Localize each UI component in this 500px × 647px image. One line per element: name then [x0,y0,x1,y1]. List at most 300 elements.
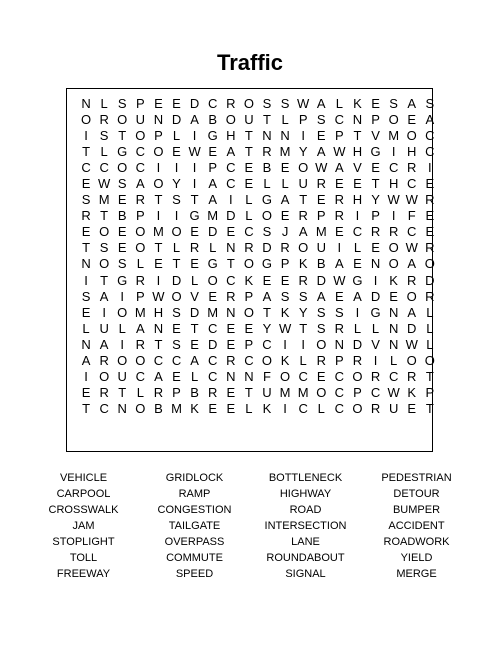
grid-letter: T [100,208,109,224]
grid-letter: C [425,128,435,144]
grid-letter: A [316,144,326,160]
grid-letter: E [172,368,181,384]
grid-letter: M [315,224,327,240]
grid-letter: O [153,176,164,192]
grid-letter: O [135,240,146,256]
grid-letter: P [208,160,218,176]
grid-letter: P [353,384,362,400]
grid-letter: L [353,320,362,336]
grid-letter: R [208,384,218,400]
grid-letter: K [280,304,290,320]
grid-letter: A [99,288,109,304]
grid-letter: N [388,320,399,336]
grid-letter: I [174,208,179,224]
grid-letter: T [263,304,271,320]
grid-letter: I [156,272,161,288]
grid-letter: N [81,96,91,111]
grid-letter: W [333,272,346,288]
grid-letter: E [371,96,380,111]
grid-letter: L [390,352,398,368]
grid-letter: C [407,224,417,240]
grid-letter: I [301,128,305,144]
grid-letter: I [120,336,125,352]
grid-letter: O [316,336,327,352]
grid-letter: Y [298,304,308,320]
grid-letter: N [153,320,164,336]
word-bank-item: ACCIDENT [388,520,445,532]
grid-letter: O [280,368,291,384]
grid-letter: A [407,304,417,320]
grid-letter: C [352,224,363,240]
grid-letter: B [262,160,272,176]
grid-letter: O [225,112,236,128]
grid-letter: B [190,384,199,400]
grid-letter: W [387,384,400,400]
grid-letter: L [263,176,271,192]
grid-letter: A [298,224,308,240]
grid-letter: T [244,144,253,160]
word-bank-item: INTERSECTION [264,520,347,532]
grid-letter: C [244,224,254,240]
grid-letter: B [316,256,326,272]
grid-letter: T [263,112,271,128]
grid-letter: E [117,240,127,256]
grid-letter: E [117,192,127,208]
grid-letter: P [135,288,145,304]
grid-letter: T [172,256,181,272]
grid-letter: E [316,192,326,208]
grid-letter: C [153,352,164,368]
grid-letter: E [280,272,290,288]
grid-letter: R [99,352,109,368]
grid-letter: P [316,208,326,224]
grid-letter: H [352,144,363,160]
grid-letter: C [135,368,146,384]
grid-letter: G [261,192,273,208]
grid-letter: M [98,192,110,208]
grid-letter: N [280,128,290,144]
grid-letter: P [335,352,344,368]
grid-letter: L [353,240,362,256]
grid-letter: A [280,192,290,208]
grid-letter: O [171,288,182,304]
grid-letter: P [298,112,308,128]
grid-letter: S [172,192,181,208]
grid-letter: D [262,240,272,256]
grid-letter: S [117,256,127,272]
grid-letter: K [407,384,417,400]
grid-letter: S [81,192,91,208]
grid-letter: T [118,384,127,400]
grid-letter: D [171,112,182,128]
grid-letter: R [99,384,109,400]
grid-letter: M [279,144,291,160]
grid-letter: H [226,128,236,144]
grid-letter: I [120,288,125,304]
grid-letter: T [100,272,109,288]
grid-letter: D [208,224,218,240]
grid-letter: C [208,320,218,336]
grid-letter: A [154,368,163,384]
grid-letter: L [100,144,108,160]
grid-letter: I [283,336,287,352]
grid-letter: U [388,400,399,416]
grid-letter: S [335,304,344,320]
grid-letter: C [334,384,345,400]
grid-letter: U [316,240,326,256]
grid-letter: P [371,208,380,224]
grid-letter: C [99,400,109,416]
grid-letter: D [370,288,381,304]
grid-letter: C [334,400,345,416]
word-bank-item: GRIDLOCK [165,472,224,484]
grid-letter: G [207,256,218,272]
grid-letter: R [316,352,326,368]
grid-letter: E [172,144,181,160]
grid-letter: W [315,160,328,176]
grid-letter: I [373,272,378,288]
grid-letter: R [298,272,308,288]
grid-letter: E [335,176,344,192]
word-bank-item: ROAD [289,504,322,516]
grid-letter: N [153,112,164,128]
grid-letter: D [171,272,182,288]
grid-letter: E [226,384,236,400]
grid-letter: A [81,352,91,368]
grid-letter: L [245,192,253,208]
word-bank-item: CONGESTION [157,504,232,516]
grid-letter: S [172,304,181,320]
grid-letter: I [156,160,161,176]
grid-letter: R [135,336,146,352]
grid-letter: D [189,96,200,111]
grid-letter: C [244,352,254,368]
grid-letter: M [153,224,164,240]
grid-letter: I [391,208,396,224]
grid-letter: O [99,224,110,240]
grid-letter: L [100,96,108,111]
grid-letter: N [226,368,236,384]
grid-letter: G [352,272,363,288]
grid-letter: H [407,144,417,160]
grid-letter: C [226,160,236,176]
grid-letter: E [371,240,380,256]
grid-letter: C [208,368,218,384]
grid-letter: O [388,240,399,256]
grid-letter: E [335,224,344,240]
grid-letter: E [226,336,236,352]
grid-letter: O [316,384,327,400]
grid-letter: O [243,96,254,111]
grid-letter: D [226,208,236,224]
grid-letter: N [352,112,363,128]
grid-letter: T [244,128,253,144]
grid-letter: E [208,400,218,416]
grid-letter: I [373,352,378,368]
grid-letter: T [190,192,199,208]
grid-letter: T [82,144,91,160]
grid-letter: M [388,128,400,144]
grid-letter: L [118,320,126,336]
grid-letter: O [388,256,399,272]
grid-letter: A [190,112,199,128]
grid-letter: R [370,368,381,384]
grid-letter: O [406,352,417,368]
grid-letter: O [117,112,128,128]
grid-letter: W [333,144,346,160]
grid-letter: E [244,320,254,336]
grid-letter: W [152,288,165,304]
grid-letter: R [352,352,363,368]
grid-letter: R [298,208,308,224]
word-bank [28,470,472,582]
grid-letter: E [407,400,417,416]
grid-letter: L [426,336,434,352]
grid-letter: D [316,272,326,288]
word-bank-item: FREEWAY [56,568,111,580]
grid-letter: I [156,208,161,224]
grid-letter: C [171,352,182,368]
grid-letter: S [425,96,435,111]
grid-letter: O [135,224,146,240]
grid-letter: E [407,112,417,128]
grid-letter: L [172,128,181,144]
grid-letter: E [262,272,272,288]
grid-letter: N [388,336,399,352]
grid-letter: R [226,96,236,111]
grid-letter: E [425,208,435,224]
grid-letter: D [189,304,200,320]
grid-letter: O [406,288,417,304]
grid-letter: U [298,176,308,192]
grid-letter: D [425,272,435,288]
word-bank-item: YIELD [400,552,433,564]
grid-letter: O [352,368,363,384]
grid-letter: M [207,208,219,224]
grid-letter: F [263,368,271,384]
grid-letter: O [424,256,435,272]
grid-letter: V [371,336,380,352]
word-bank-item: OVERPASS [164,536,225,548]
grid-letter: C [407,176,417,192]
grid-letter: I [228,192,233,208]
grid-letter: S [117,176,127,192]
grid-letter: I [391,144,396,160]
grid-letter: O [243,256,254,272]
grid-letter: A [226,144,236,160]
word-bank-item: MERGE [396,568,437,580]
grid-letter: W [387,192,400,208]
grid-letter: L [82,320,90,336]
grid-letter: E [353,176,362,192]
grid-letter: Y [172,176,181,192]
word-bank-item: TAILGATE [168,520,221,532]
grid-letter: U [99,320,109,336]
grid-letter: C [334,368,345,384]
grid-letter: L [245,400,253,416]
word-bank-item: JAM [72,520,95,532]
grid-letter: E [353,256,362,272]
grid-letter: N [117,400,127,416]
grid-letter: C [81,160,91,176]
grid-letter: O [298,240,309,256]
grid-letter: R [135,272,146,288]
grid-letter: S [262,96,272,111]
grid-letter: I [174,160,179,176]
word-bank-item: ROUNDABOUT [266,552,345,564]
grid-letter: G [207,128,218,144]
grid-letter: F [407,208,416,224]
grid-letter: M [207,304,219,320]
grid-letter: O [117,160,128,176]
grid-letter: E [335,288,344,304]
grid-letter: S [389,96,398,111]
word-bank-item: RAMP [178,488,211,500]
grid-letter: T [82,240,91,256]
letter-grid [77,96,439,417]
word-bank-item: CARPOOL [56,488,111,500]
grid-letter: E [280,160,290,176]
grid-letter: O [135,128,146,144]
grid-letter: A [190,352,199,368]
grid-letter: R [226,352,236,368]
grid-letter: B [154,400,163,416]
grid-letter: P [371,112,380,128]
grid-letter: E [316,368,326,384]
grid-letter: V [353,160,362,176]
grid-letter: E [154,256,163,272]
grid-letter: R [99,112,109,128]
grid-letter: A [208,176,218,192]
grid-letter: H [388,176,399,192]
grid-letter: K [190,400,199,416]
grid-letter: L [317,400,325,416]
grid-letter: S [316,304,326,320]
grid-letter: E [190,224,199,240]
grid-letter: G [370,304,381,320]
grid-letter: A [353,288,362,304]
grid-letter: Y [262,320,272,336]
grid-letter: R [334,208,345,224]
grid-letter: S [316,112,326,128]
grid-letter: S [298,288,308,304]
grid-letter: O [207,272,218,288]
grid-letter: E [190,256,199,272]
grid-letter: A [407,256,417,272]
grid-letter: C [135,160,146,176]
grid-letter: P [425,384,435,400]
grid-letter: S [99,128,109,144]
grid-letter: E [371,160,380,176]
grid-letter: L [299,352,307,368]
grid-letter: C [388,160,399,176]
word-bank-item: BUMPER [392,504,441,516]
grid-letter: C [135,144,146,160]
grid-letter: L [426,304,434,320]
grid-letter: P [135,96,145,111]
grid-letter: I [84,128,88,144]
grid-letter: A [316,288,326,304]
grid-letter: O [153,144,164,160]
grid-letter: W [188,144,201,160]
grid-letter: A [407,96,417,111]
grid-letter: K [244,272,254,288]
grid-letter: E [172,320,181,336]
grid-letter: E [226,400,236,416]
grid-letter: B [117,208,127,224]
grid-letter: I [283,400,287,416]
grid-letter: I [337,240,342,256]
grid-letter: L [371,320,380,336]
word-bank-item: COMMUTE [166,552,223,564]
grid-letter: N [226,304,236,320]
grid-letter: A [316,96,326,111]
grid-letter: T [244,384,253,400]
grid-letter: G [261,256,273,272]
grid-letter: R [370,400,381,416]
grid-letter: R [135,192,146,208]
grid-letter: I [428,160,432,176]
grid-letter: I [355,208,360,224]
grid-letter: K [262,400,272,416]
grid-letter: O [261,208,273,224]
grid-letter: R [388,224,399,240]
grid-letter: O [99,368,110,384]
grid-letter: L [136,384,144,400]
grid-letter: E [81,304,91,320]
grid-letter: O [135,400,146,416]
grid-letter: V [371,128,380,144]
grid-letter: E [226,320,236,336]
grid-letter: H [153,304,164,320]
grid-letter: C [425,144,435,160]
grid-letter: R [244,240,254,256]
grid-letter: G [117,272,128,288]
grid-letter: E [154,96,163,111]
grid-letter: S [117,96,127,111]
word-bank-item: SIGNAL [285,568,326,580]
grid-letter: N [388,304,399,320]
grid-letter: E [208,288,218,304]
grid-letter: V [190,288,199,304]
grid-letter: E [244,176,254,192]
grid-letter: T [353,128,362,144]
word-bank-item: SPEED [175,568,214,580]
grid-letter: P [154,128,163,144]
word-bank-item: CROSSWALK [48,504,119,516]
grid-letter: E [208,144,218,160]
word-search-grid [66,88,433,452]
grid-letter: T [299,320,308,336]
grid-letter: A [262,288,272,304]
grid-letter: W [405,240,418,256]
grid-letter: D [208,336,218,352]
grid-letter: I [84,368,88,384]
grid-letter: A [135,320,145,336]
word-bank-item: DETOUR [393,488,440,500]
grid-letter: T [425,368,434,384]
grid-letter: R [407,368,417,384]
word-bank-item: VEHICLE [59,472,108,484]
grid-letter: L [190,272,199,288]
grid-letter: I [102,304,106,320]
grid-letter: O [298,160,309,176]
grid-letter: T [425,400,434,416]
grid-letter: T [371,176,380,192]
grid-letter: W [297,96,310,111]
grid-letter: T [118,128,127,144]
grid-letter: K [298,256,308,272]
